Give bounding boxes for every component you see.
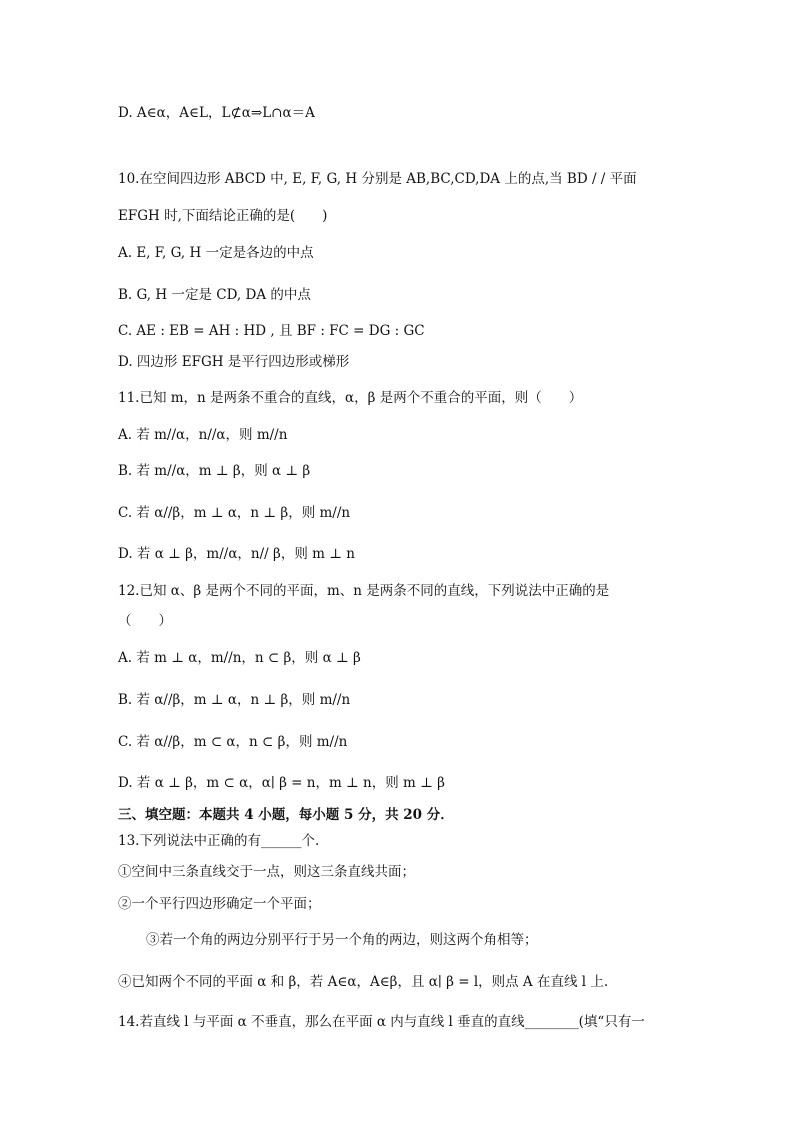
q13-statement-2: ②一个平行四边形确定一个平面；	[118, 896, 321, 912]
q12-stem: 12.已知 α、β 是两个不同的平面，m、n 是两条不同的直线，下列说法中正确的是	[118, 583, 610, 599]
q12-option-b: B. 若 α//β，m ⊥ α，n ⊥ β，则 m//n	[118, 692, 351, 708]
q11-option-d: D. 若 α ⊥ β，m//α，n// β，则 m ⊥ n	[118, 546, 355, 562]
q14-stem: 14.若直线 l 与平面 α 不垂直，那么在平面 α 内与直线 l 垂直的直线________(填“只有一	[118, 1014, 645, 1030]
q11-option-b: B. 若 m//α，m ⊥ β，则 α ⊥ β	[118, 463, 311, 479]
q12-option-d: D. 若 α ⊥ β，m ⊂ α，α∣ β = n，m ⊥ n，则 m ⊥ β	[118, 775, 445, 791]
q11-option-c: C. 若 α//β，m ⊥ α，n ⊥ β，则 m//n	[118, 505, 351, 521]
q9-option-d: D. A∈α，A∈L，L⊄α⇒L∩α＝A	[118, 105, 315, 121]
q10-stem-cont: EFGH 时,下面结论正确的是( )	[118, 208, 328, 224]
section-3-heading: 三、填空题：本题共 4 小题，每小题 5 分，共 20 分．	[118, 807, 454, 823]
q12-paren: （ ）	[118, 613, 172, 629]
q11-option-a: A. 若 m//α，n//α，则 m//n	[118, 427, 288, 443]
q11-stem: 11.已知 m，n 是两条不重合的直线，α，β 是两个不重合的平面，则（ ）	[118, 390, 583, 406]
q13-statement-3: ③若一个角的两边分别平行于另一个角的两边，则这两个角相等；	[146, 932, 538, 948]
q13-statement-1: ①空间中三条直线交于一点，则这三条直线共面；	[118, 864, 415, 880]
q12-option-a: A. 若 m ⊥ α，m//n，n ⊂ β，则 α ⊥ β	[118, 650, 361, 666]
q12-option-c: C. 若 α//β，m ⊂ α，n ⊂ β，则 m//n	[118, 734, 348, 750]
q13-statement-4: ④已知两个不同的平面 α 和 β，若 A∈α，A∈β，且 α∣ β = l，则点 A 在直线 l 上.	[118, 974, 609, 990]
q10-option-d: D. 四边形 EFGH 是平行四边形或梯形	[118, 354, 350, 370]
q13-stem: 13.下列说法中正确的有______个.	[118, 833, 320, 849]
q10-option-c: C. AE : EB = AH : HD , 且 BF : FC = DG : GC	[118, 323, 425, 339]
q10-stem: 10.在空间四边形 ABCD 中, E, F, G, H 分别是 AB,BC,CD,DA 上的点,当 BD / / 平面	[118, 171, 637, 187]
q10-option-b: B. G, H 一定是 CD, DA 的中点	[118, 287, 311, 303]
q10-option-a: A. E, F, G, H 一定是各边的中点	[118, 245, 314, 261]
